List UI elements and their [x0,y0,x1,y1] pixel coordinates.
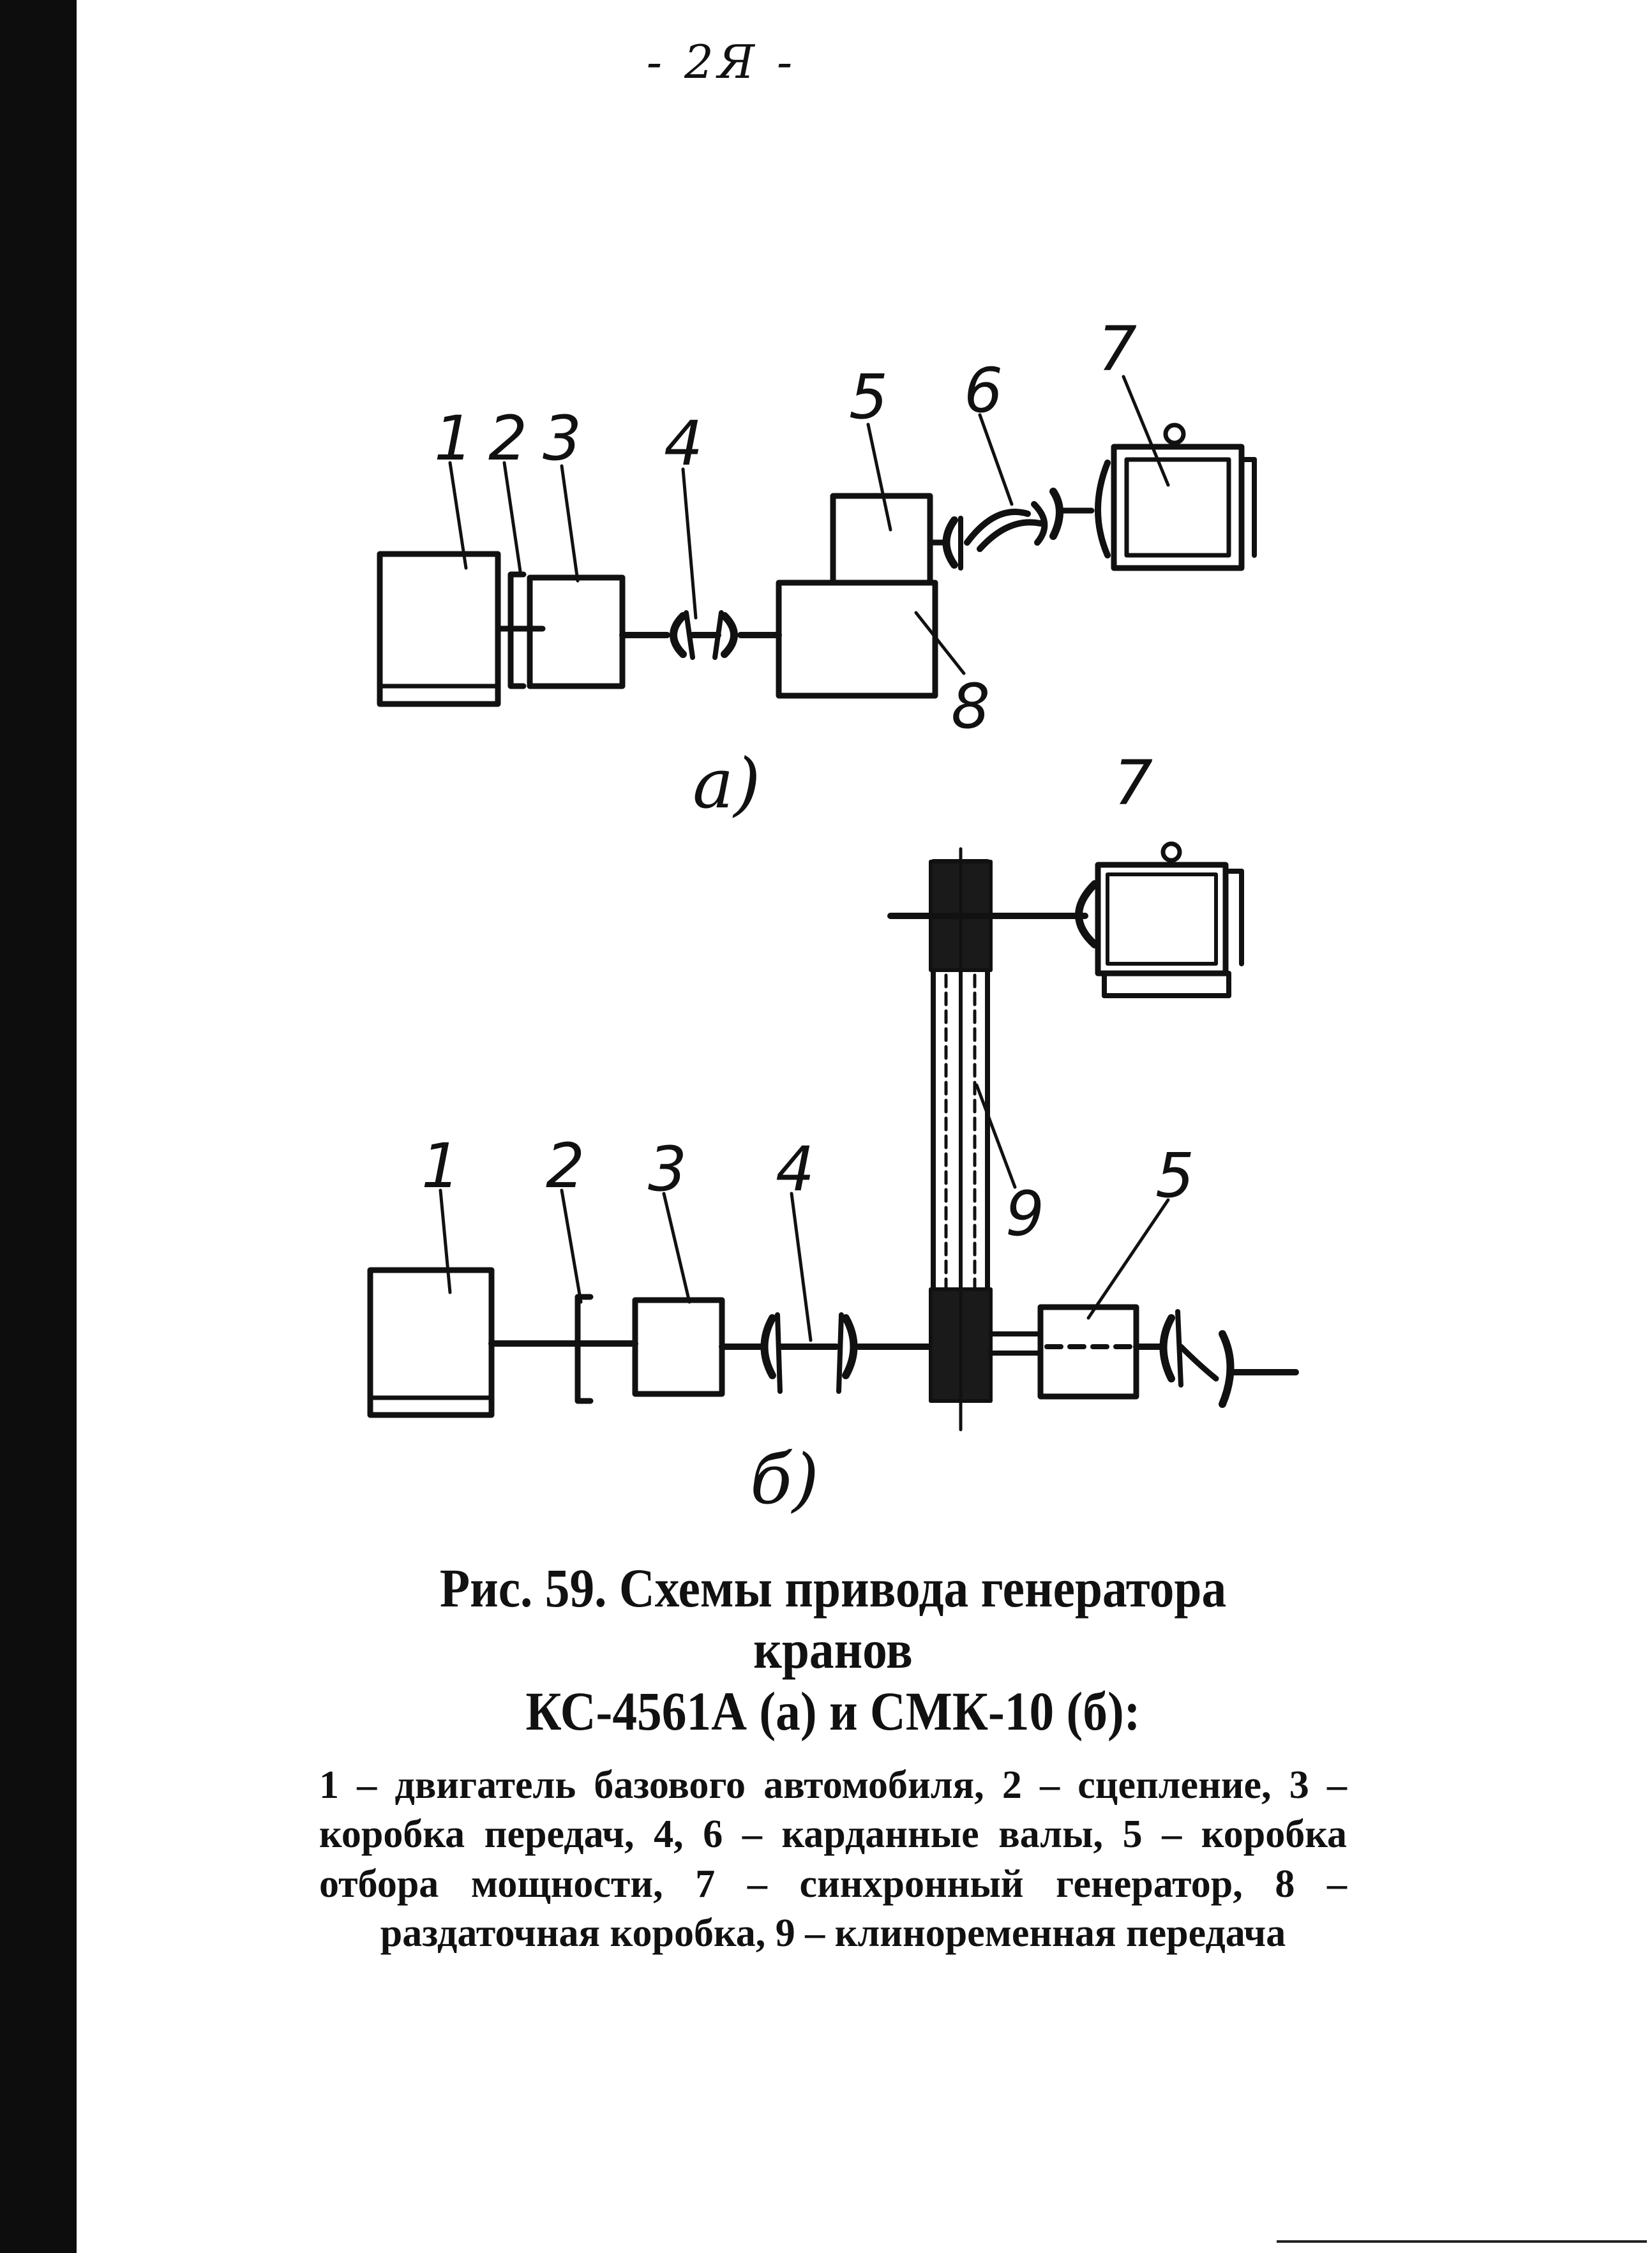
a-sub-label: а) [693,744,761,824]
a-label-1: 1 [434,403,474,474]
b-output-cardan [1136,1312,1296,1404]
b-engine-block [370,1270,492,1415]
caption-title-line-1: Рис. 59. Схемы привода генератора кранов [439,1557,1227,1680]
a-clutch [498,574,543,686]
b-pto-box [1040,1307,1136,1396]
a-label-2: 2 [488,403,528,474]
b-sub-label: б) [750,1440,820,1520]
a-transfer-box [779,583,935,696]
b-v-belt-drive [931,849,991,1430]
b-label-5: 5 [1155,1140,1195,1211]
b-generator [1079,844,1242,996]
a-label-5: 5 [849,361,889,433]
caption-legend: 1 – двигатель базового автомобиля, 2 – сцепление, 3 – коробка передач, 4, 6 – карданные валы, 5 – коробка отбора мощности, 7 – синхронный генератор, 8 – раздаточная коробка, 9 – клиноременная передача [319,1763,1347,1956]
a-label-7: 7 [1098,313,1138,385]
b-label-7: 7 [1114,747,1153,819]
a-label-4: 4 [664,408,703,479]
b-label-9: 9 [1005,1178,1045,1250]
a-label-6: 6 [964,355,1003,426]
b-label-1: 1 [421,1130,461,1202]
a-label-3: 3 [543,403,582,474]
a-generator [1098,425,1254,568]
a-cardan-shaft-4 [673,613,734,657]
diagram-b [370,844,1296,1430]
a-pto-box [833,496,930,583]
figure-caption [319,1557,1347,1959]
page-number: - 2Я - [646,35,797,89]
a-label-8: 8 [951,671,991,742]
b-clutch [578,1297,635,1401]
a-gearbox [530,578,622,686]
scan-corner-mark [1277,2221,1647,2243]
a-engine-block [380,554,498,704]
b-gearbox [635,1300,722,1394]
b-label-3: 3 [648,1134,687,1205]
b-label-4: 4 [776,1134,815,1205]
caption-title-line-2: КС-4561А (а) и СМК-10 (б): [525,1680,1141,1742]
b-label-2: 2 [546,1130,585,1202]
